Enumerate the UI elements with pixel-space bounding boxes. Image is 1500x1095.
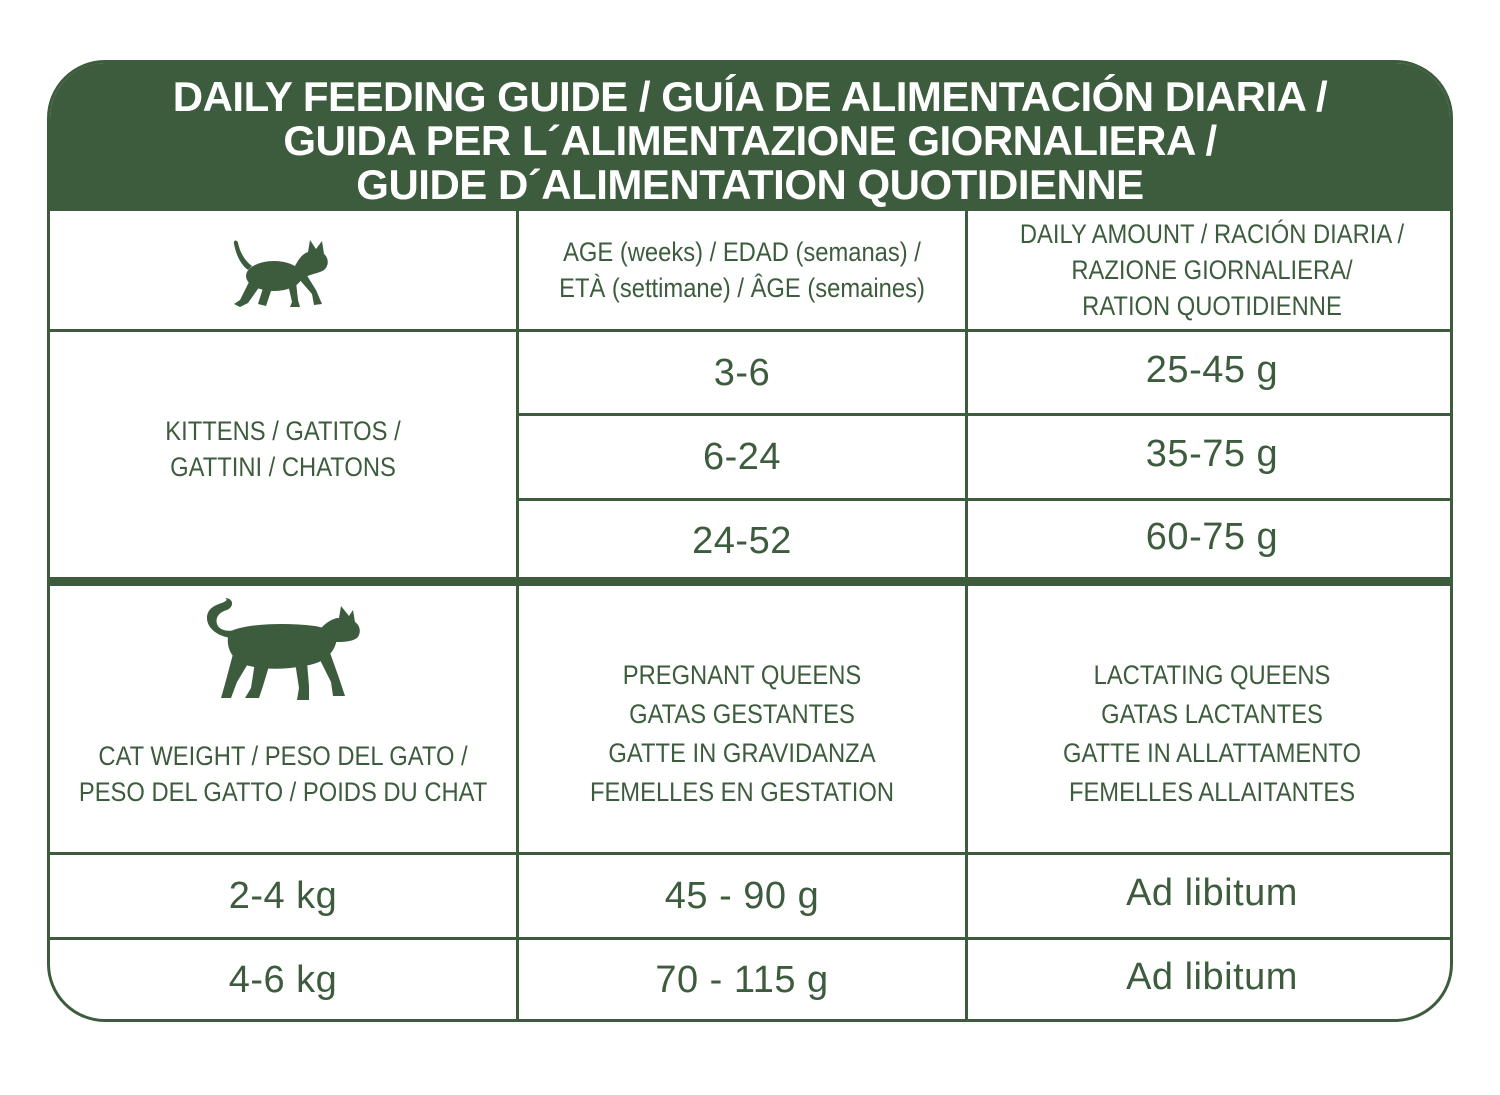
cat-weight-line-2: PESO DEL GATTO / POIDS DU CHAT bbox=[78, 777, 488, 807]
kitten-age-3: 24-52 bbox=[692, 520, 792, 562]
amount-header-line-1: DAILY AMOUNT / RACIÓN DIARIA / bbox=[1019, 219, 1405, 249]
age-header-line-1: AGE (weeks) / EDAD (semanas) / bbox=[563, 237, 921, 267]
feeding-guide-table bbox=[47, 60, 1453, 1022]
lactating-line-3: GATTE IN ALLATTAMENTO bbox=[1063, 738, 1361, 768]
pregnant-line-4: FEMELLES EN GESTATION bbox=[589, 777, 895, 807]
lactating-line-4: FEMELLES ALLAITANTES bbox=[1068, 777, 1356, 807]
lactating-queens-header bbox=[997, 586, 1426, 852]
age-header-line-2: ETÀ (settimane) / ÂGE (semaines) bbox=[559, 273, 925, 303]
pregnant-line-2: GATAS GESTANTES bbox=[629, 699, 855, 729]
lactating-line-1: LACTATING QUEENS bbox=[1093, 660, 1331, 690]
title-line-2: GUIDA PER L´ALIMENTAZIONE GIORNALIERA / bbox=[283, 117, 1217, 164]
title-line-3: GUIDE D´ALIMENTATION QUOTIDIENNE bbox=[356, 161, 1144, 208]
lactating-line-2: GATAS LACTANTES bbox=[1101, 699, 1323, 729]
title-banner bbox=[50, 63, 1450, 211]
pregnant-line-1: PREGNANT QUEENS bbox=[622, 660, 862, 690]
kitten-icon bbox=[228, 230, 338, 310]
kitten-age-1: 3-6 bbox=[713, 351, 771, 394]
kitten-amount-3: 60-75 g bbox=[1145, 516, 1279, 558]
weight-row-2: 4-6 kg bbox=[228, 959, 338, 1001]
kittens-label-line-1: KITTENS / GATITOS / bbox=[165, 415, 401, 446]
lactating-amount-2: Ad libitum bbox=[1126, 956, 1298, 998]
kitten-amount-2: 35-75 g bbox=[1145, 433, 1279, 475]
amount-header-line-2: RAZIONE GIORNALIERA/ bbox=[1071, 255, 1353, 285]
amount-header bbox=[997, 211, 1426, 329]
title-line-1: DAILY FEEDING GUIDE / GUÍA DE ALIMENTACIÓN DIARIA / bbox=[172, 73, 1328, 120]
kitten-icon-cell bbox=[50, 211, 516, 329]
amount-header-line-3: RATION QUOTIDIENNE bbox=[1082, 291, 1342, 321]
pregnant-queens-header bbox=[546, 586, 938, 852]
weight-row-1: 2-4 kg bbox=[228, 875, 338, 917]
kitten-amount-1: 25-45 g bbox=[1145, 348, 1279, 391]
pregnant-amount-1: 45 - 90 g bbox=[664, 875, 820, 917]
kittens-label-line-2: GATTINI / CHATONS bbox=[170, 451, 396, 482]
cat-weight-line-1: CAT WEIGHT / PESO DEL GATO / bbox=[98, 741, 468, 771]
lactating-amount-1: Ad libitum bbox=[1126, 872, 1298, 914]
cat-weight-header bbox=[50, 586, 516, 852]
kitten-age-2: 6-24 bbox=[702, 436, 782, 478]
age-header bbox=[546, 211, 938, 329]
pregnant-amount-2: 70 - 115 g bbox=[655, 959, 829, 1001]
kittens-label bbox=[78, 332, 488, 577]
cat-icon bbox=[203, 598, 363, 708]
pregnant-line-3: GATTE IN GRAVIDANZA bbox=[608, 738, 876, 768]
